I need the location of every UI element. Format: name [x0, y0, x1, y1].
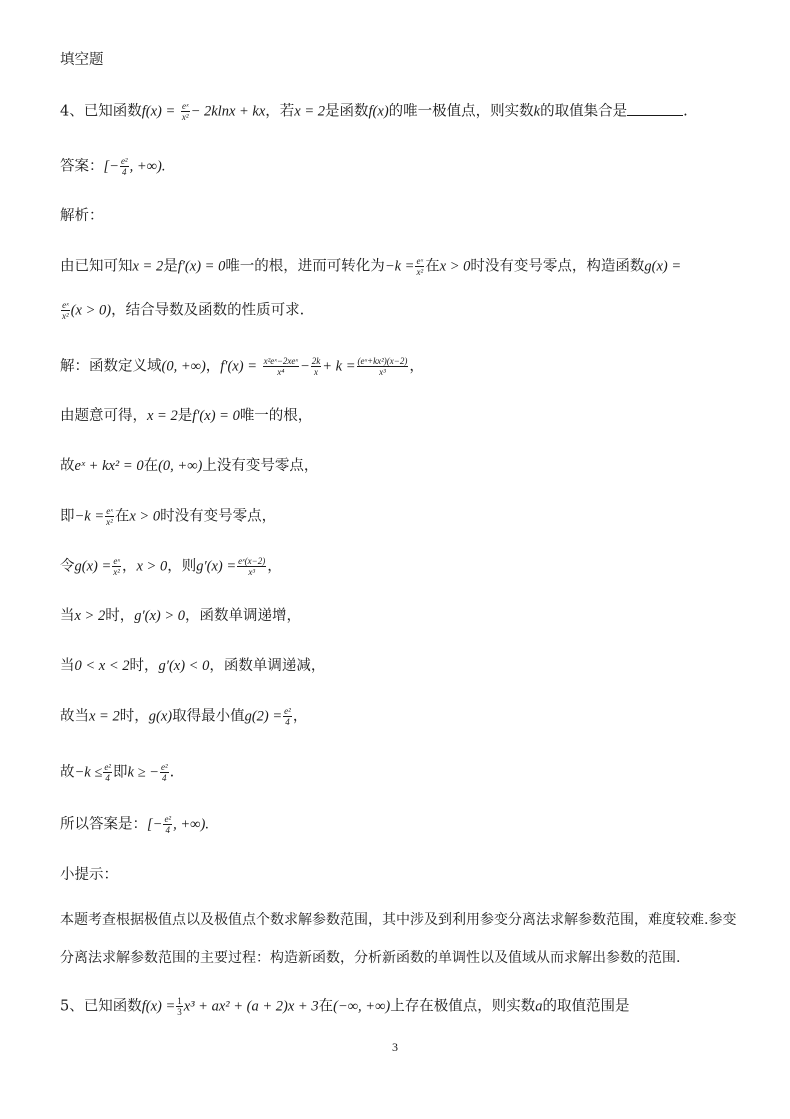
- analysis-label: 解析：: [60, 208, 104, 224]
- question-4: 4、已知函数f(x) = $\frac{\text{eˣ}}{\text{x²}}$ − 2klnx + kx，若x = 2是函数f(x)的唯一极值点，则实数k的取值集合是 .: [60, 101, 688, 122]
- page-number: 3: [392, 1040, 398, 1054]
- solution-line-6: 当x > 2时，g′(x) > 0，函数单调递增，: [60, 608, 302, 624]
- fraction: $\frac{\text{x²eˣ−2xeˣ}}{\text{x⁴}}$: [263, 356, 298, 377]
- fraction: $\frac{\text{eˣ}}{\text{x²}}$: [113, 556, 120, 577]
- fraction: $\frac{\text{eˣ}}{\text{x²}}$: [416, 256, 424, 277]
- solution-line-4: 即−k = $\frac{\text{eˣ}}{\text{x²}}$ 在x > 0时没有变号零点，: [60, 506, 277, 527]
- fraction: $\frac{\text{e²}}{4}$: [164, 814, 172, 835]
- question-5: 5、已知函数f(x) = $\frac{1}{3}$ x³ + ax² + (a + 2)x + 3在(−∞, +∞)上存在极值点，则实数a的取值范围是: [60, 996, 630, 1017]
- fraction: $\frac{\text{e²}}{4}$: [104, 762, 112, 783]
- answer-blank: [627, 103, 683, 116]
- fraction: $\frac{\text{e²}}{4}$: [120, 156, 128, 177]
- solution-line-3: 故eˣ + kx² = 0在(0, +∞)上没有变号零点，: [60, 458, 319, 474]
- fraction: $\frac{\text{eˣ}}{\text{x²}}$: [62, 300, 69, 321]
- section-label: 填空题: [60, 52, 104, 68]
- tip-label: 小提示：: [60, 867, 118, 883]
- fraction: $\frac{\text{e²}}{4}$: [284, 706, 291, 727]
- answer-line: 答案：[− $\frac{\text{e²}}{4}$ , +∞).: [60, 156, 166, 177]
- solution-line-1: 解：函数定义域(0, +∞)，f′(x) = $\frac{\text{x²eˣ−2xeˣ}}{\text{x⁴}}$ − $\frac{2k}{x}$ + k = $\frac{\text{(eˣ+kx²)(x−2)}}{\text{x³}}$ ，: [60, 356, 424, 377]
- solution-line-5: 令g(x) = $\frac{\text{eˣ}}{\text{x²}}$ ，x > 0，则g′(x) = $\frac{\text{eˣ(x−2)}}{\text{x³}}$ ，: [60, 556, 282, 577]
- analysis-line-1: 由已知可知x = 2是f′(x) = 0唯一的根，进而可转化为−k = $\frac{\text{eˣ}}{\text{x²}}$ 在x > 0时没有变号零点，构造函数g(x) =: [60, 256, 682, 277]
- solution-line-8: 故当x = 2时，g(x)取得最小值g(2) = $\frac{\text{e²}}{4}$ ，: [60, 706, 308, 727]
- fraction: $\frac{\text{eˣ}}{\text{x²}}$: [181, 101, 189, 122]
- fraction: $\frac{\text{eˣ}}{\text{x²}}$: [106, 506, 113, 527]
- fraction: $\frac{\text{e²}}{4}$: [160, 762, 168, 783]
- fraction: $\frac{1}{3}$: [177, 996, 182, 1017]
- solution-line-9: 故−k ≤ $\frac{\text{e²}}{4}$ 即k ≥ − $\frac{\text{e²}}{4}$ .: [60, 762, 175, 783]
- fraction: $\frac{\text{(eˣ+kx²)(x−2)}}{\text{x³}}$: [357, 356, 408, 377]
- solution-line-2: 由题意可得，x = 2是f′(x) = 0唯一的根，: [60, 408, 313, 424]
- tip-line-2: 分离法求解参数范围的主要过程：构造新函数，分析新函数的单调性以及值域从而求解出参数的范围.: [60, 950, 681, 966]
- fraction: $\frac{\text{eˣ(x−2)}}{\text{x³}}$: [238, 556, 266, 577]
- solution-line-10: 所以答案是：[− $\frac{\text{e²}}{4}$ , +∞).: [60, 814, 209, 835]
- analysis-line-2: $\frac{\text{eˣ}}{\text{x²}}$ (x > 0)，结合导数及函数的性质可求.: [62, 300, 305, 321]
- fraction: $\frac{2k}{x}$: [311, 356, 321, 377]
- tip-line-1: 本题考查根据极值点以及极值点个数求解参数范围，其中涉及到利用参变分离法求解参数范围，难度较难.参变: [60, 912, 737, 928]
- solution-line-7: 当0 < x < 2时，g′(x) < 0，函数单调递减，: [60, 658, 326, 674]
